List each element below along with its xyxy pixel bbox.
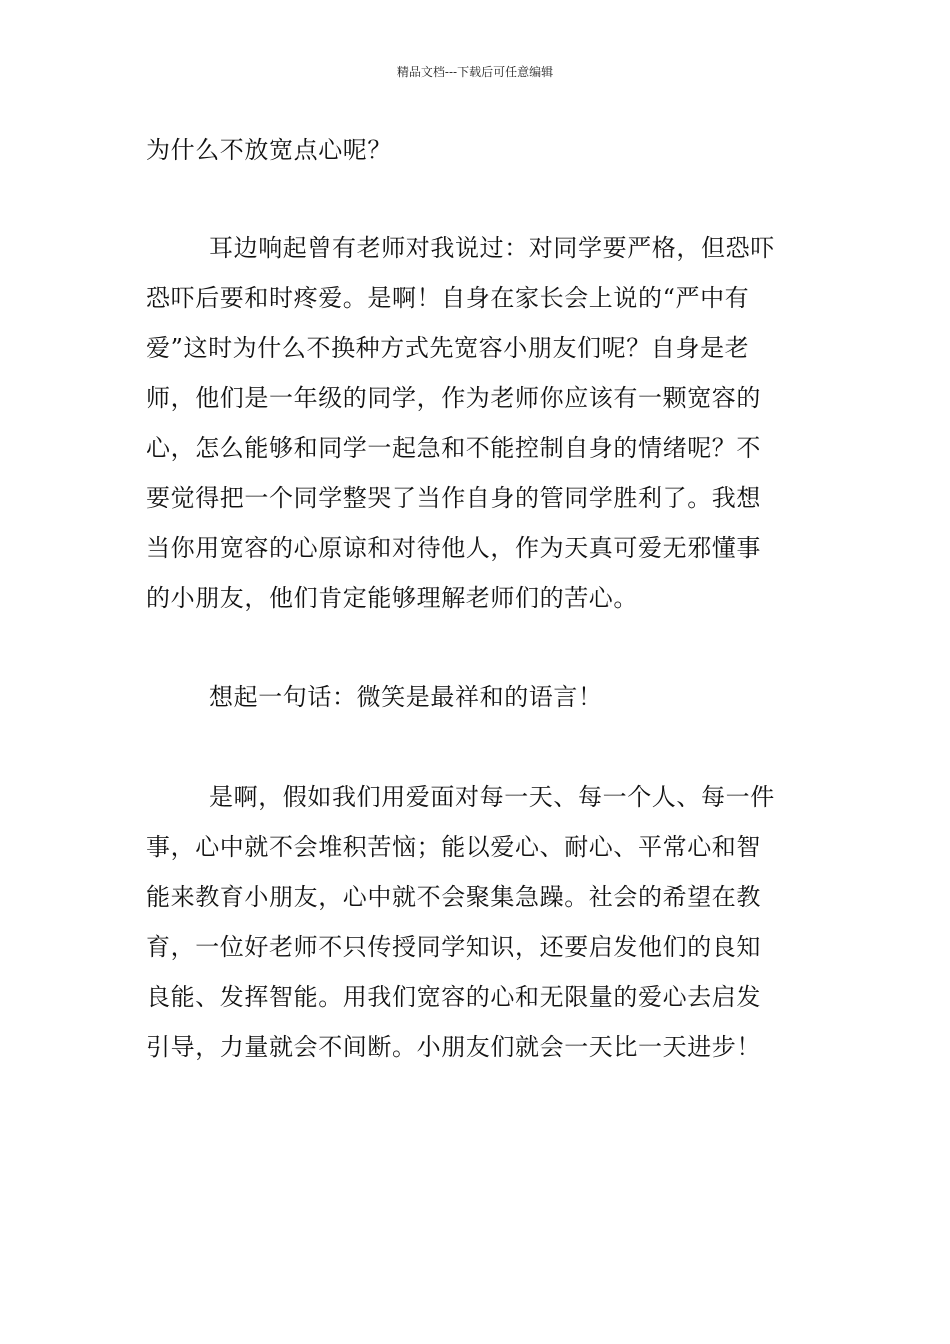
text-line: 当你用宽容的心原谅和对待他人，作为天真可爱无邪懂事 (146, 534, 761, 562)
page-header: 精品文档---下载后可任意编辑 (396, 65, 554, 79)
text-line: 心，怎么能够和同学一起急和不能控制自身的情绪呢？不 (146, 434, 761, 462)
text-line: 事，心中就不会堆积苦恼；能以爱心、耐心、平常心和智 (146, 833, 761, 861)
paragraph-first-line: 是啊，假如我们用爱面对每一天、每一个人、每一件 (209, 783, 775, 811)
text-line: 能来教育小朋友，心中就不会聚集急躁。社会的希望在教 (146, 883, 761, 911)
text-line: 育，一位好老师不只传授同学知识，还要启发他们的良知 (146, 933, 761, 961)
paragraph-first-line: 想起一句话：微笑是最祥和的语言！ (209, 683, 603, 711)
text-line: 要觉得把一个同学整哭了当作自身的管同学胜利了。我想 (146, 484, 761, 512)
text-line: 为什么不放宽点心呢？ (146, 136, 392, 164)
text-line: 引导，力量就会不间断。小朋友们就会一天比一天进步！ (146, 1033, 761, 1061)
text-line: 师，他们是一年级的同学，作为老师你应该有一颗宽容的 (146, 384, 761, 412)
text-line: 良能、发挥智能。用我们宽容的心和无限量的爱心去启发 (146, 983, 761, 1011)
text-line: 的小朋友，他们肯定能够理解老师们的苦心。 (146, 584, 638, 612)
paragraph-first-line: 耳边响起曾有老师对我说过：对同学要严格，但恐吓 (209, 234, 775, 262)
text-line: 恐吓后要和时疼爱。是啊！自身在家长会上说的“严中有 (146, 284, 750, 312)
text-line: 爱”这时为什么不换种方式先宽容小朋友们呢？自身是老 (146, 334, 750, 362)
